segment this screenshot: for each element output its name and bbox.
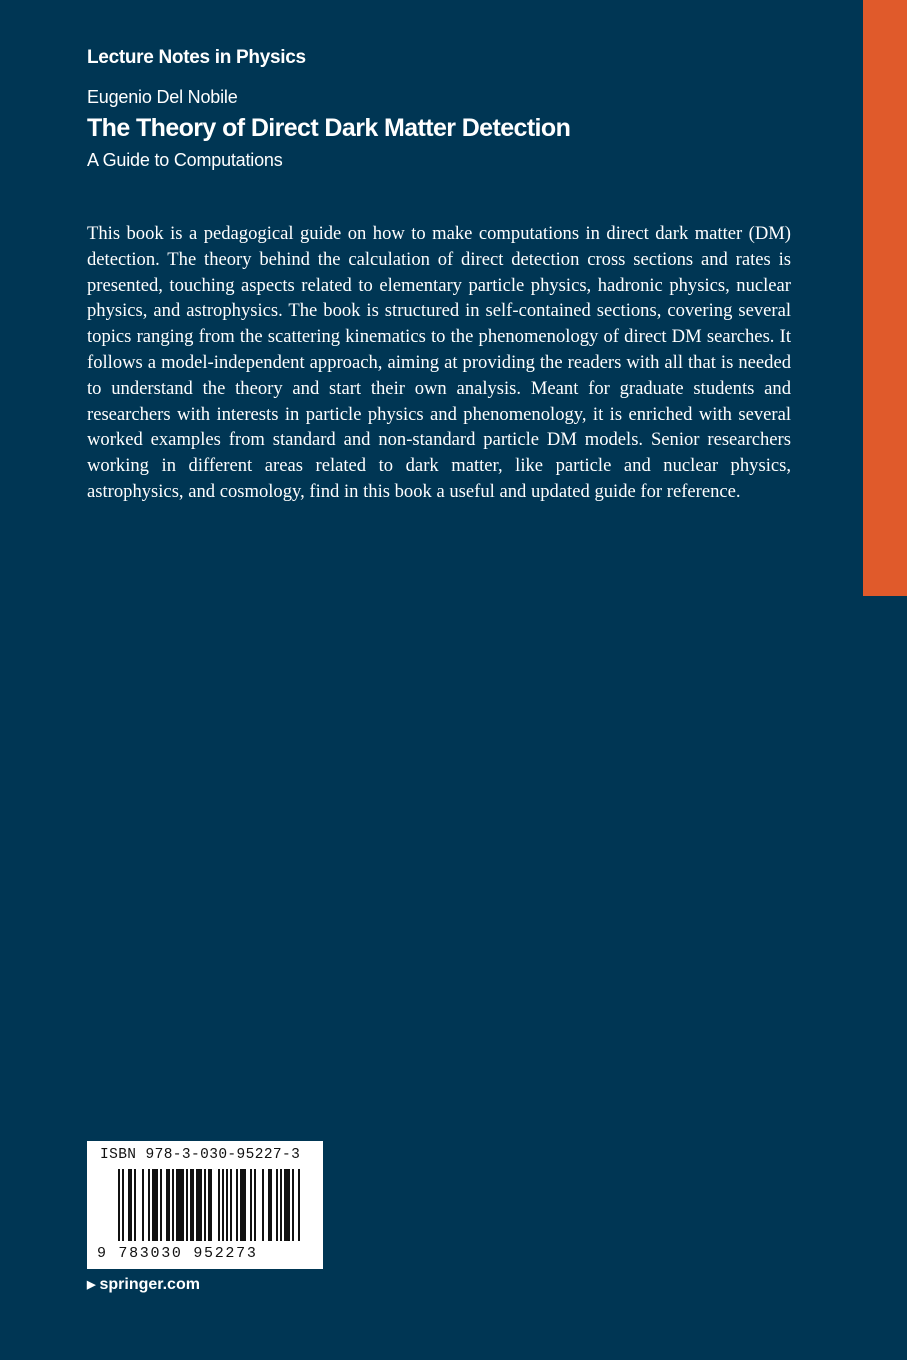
barcode-bar	[218, 1169, 220, 1241]
barcode-bar	[166, 1169, 170, 1241]
book-subtitle: A Guide to Computations	[87, 150, 283, 170]
barcode-bar	[190, 1169, 194, 1241]
publisher-link[interactable]	[87, 1276, 200, 1294]
isbn-barcode	[87, 1141, 323, 1269]
publisher-link-text: springer.com	[99, 1276, 200, 1293]
barcode-bar	[226, 1169, 228, 1241]
barcode-bar	[128, 1169, 132, 1241]
accent-tab	[863, 0, 907, 596]
barcode-bar	[292, 1169, 294, 1241]
isbn-label: ISBN 978-3-030-95227-3	[100, 1147, 301, 1163]
barcode-bar	[236, 1169, 238, 1241]
barcode-bar	[122, 1169, 124, 1241]
barcode-bar	[142, 1169, 144, 1241]
barcode-bar	[298, 1169, 300, 1241]
barcode-bar	[134, 1169, 136, 1241]
book-description: This book is a pedagogical guide on how to make computations in direct dark matter (DM) detection. The theory behind the calculation of direct detection cross sections and rates is presented, touching aspects related to elementary particle physics, hadronic physics, nuclear physics, and astrophysics. The book is structured in self-contained sections, covering several topics ranging from the scattering kinematics to the phenomenology of direct DM searches. It follows a model-independent approach, aiming at providing the readers with all that is needed to understand the theory and start their own analysis. Meant for graduate students and researchers with interests in particle physics and phenomenology, it is enriched with several worked examples from standard and non-standard particle DM models. Senior researchers working in different areas related to dark matter, like particle and nuclear physics, astrophysics, and cosmology, find in this book a useful and updated guide for reference.	[87, 223, 791, 502]
barcode-bar	[262, 1169, 264, 1241]
barcode-bar	[250, 1169, 252, 1241]
barcode-bar	[148, 1169, 150, 1241]
barcode-bar	[240, 1169, 246, 1241]
barcode-bar	[196, 1169, 202, 1241]
series-name: Lecture Notes in Physics	[87, 47, 306, 68]
author-name: Eugenio Del Nobile	[87, 87, 238, 107]
triangle-right-icon: ▶	[87, 1279, 96, 1291]
barcode-bar	[230, 1169, 232, 1241]
barcode-bar	[208, 1169, 212, 1241]
barcode-bar	[254, 1169, 256, 1241]
book-title: The Theory of Direct Dark Matter Detection	[87, 114, 571, 142]
barcode-bar	[268, 1169, 272, 1241]
barcode-digits: 9 783030 952273	[97, 1245, 258, 1262]
barcode-bar	[176, 1169, 184, 1241]
barcode-bar	[280, 1169, 282, 1241]
barcode-bar	[118, 1169, 120, 1241]
barcode-bar	[186, 1169, 188, 1241]
barcode-bar	[160, 1169, 162, 1241]
barcode-bar	[276, 1169, 278, 1241]
barcode-bar	[222, 1169, 224, 1241]
barcode-bar	[172, 1169, 174, 1241]
barcode-bar	[284, 1169, 290, 1241]
barcode-bar	[152, 1169, 158, 1241]
barcode-bar	[204, 1169, 206, 1241]
